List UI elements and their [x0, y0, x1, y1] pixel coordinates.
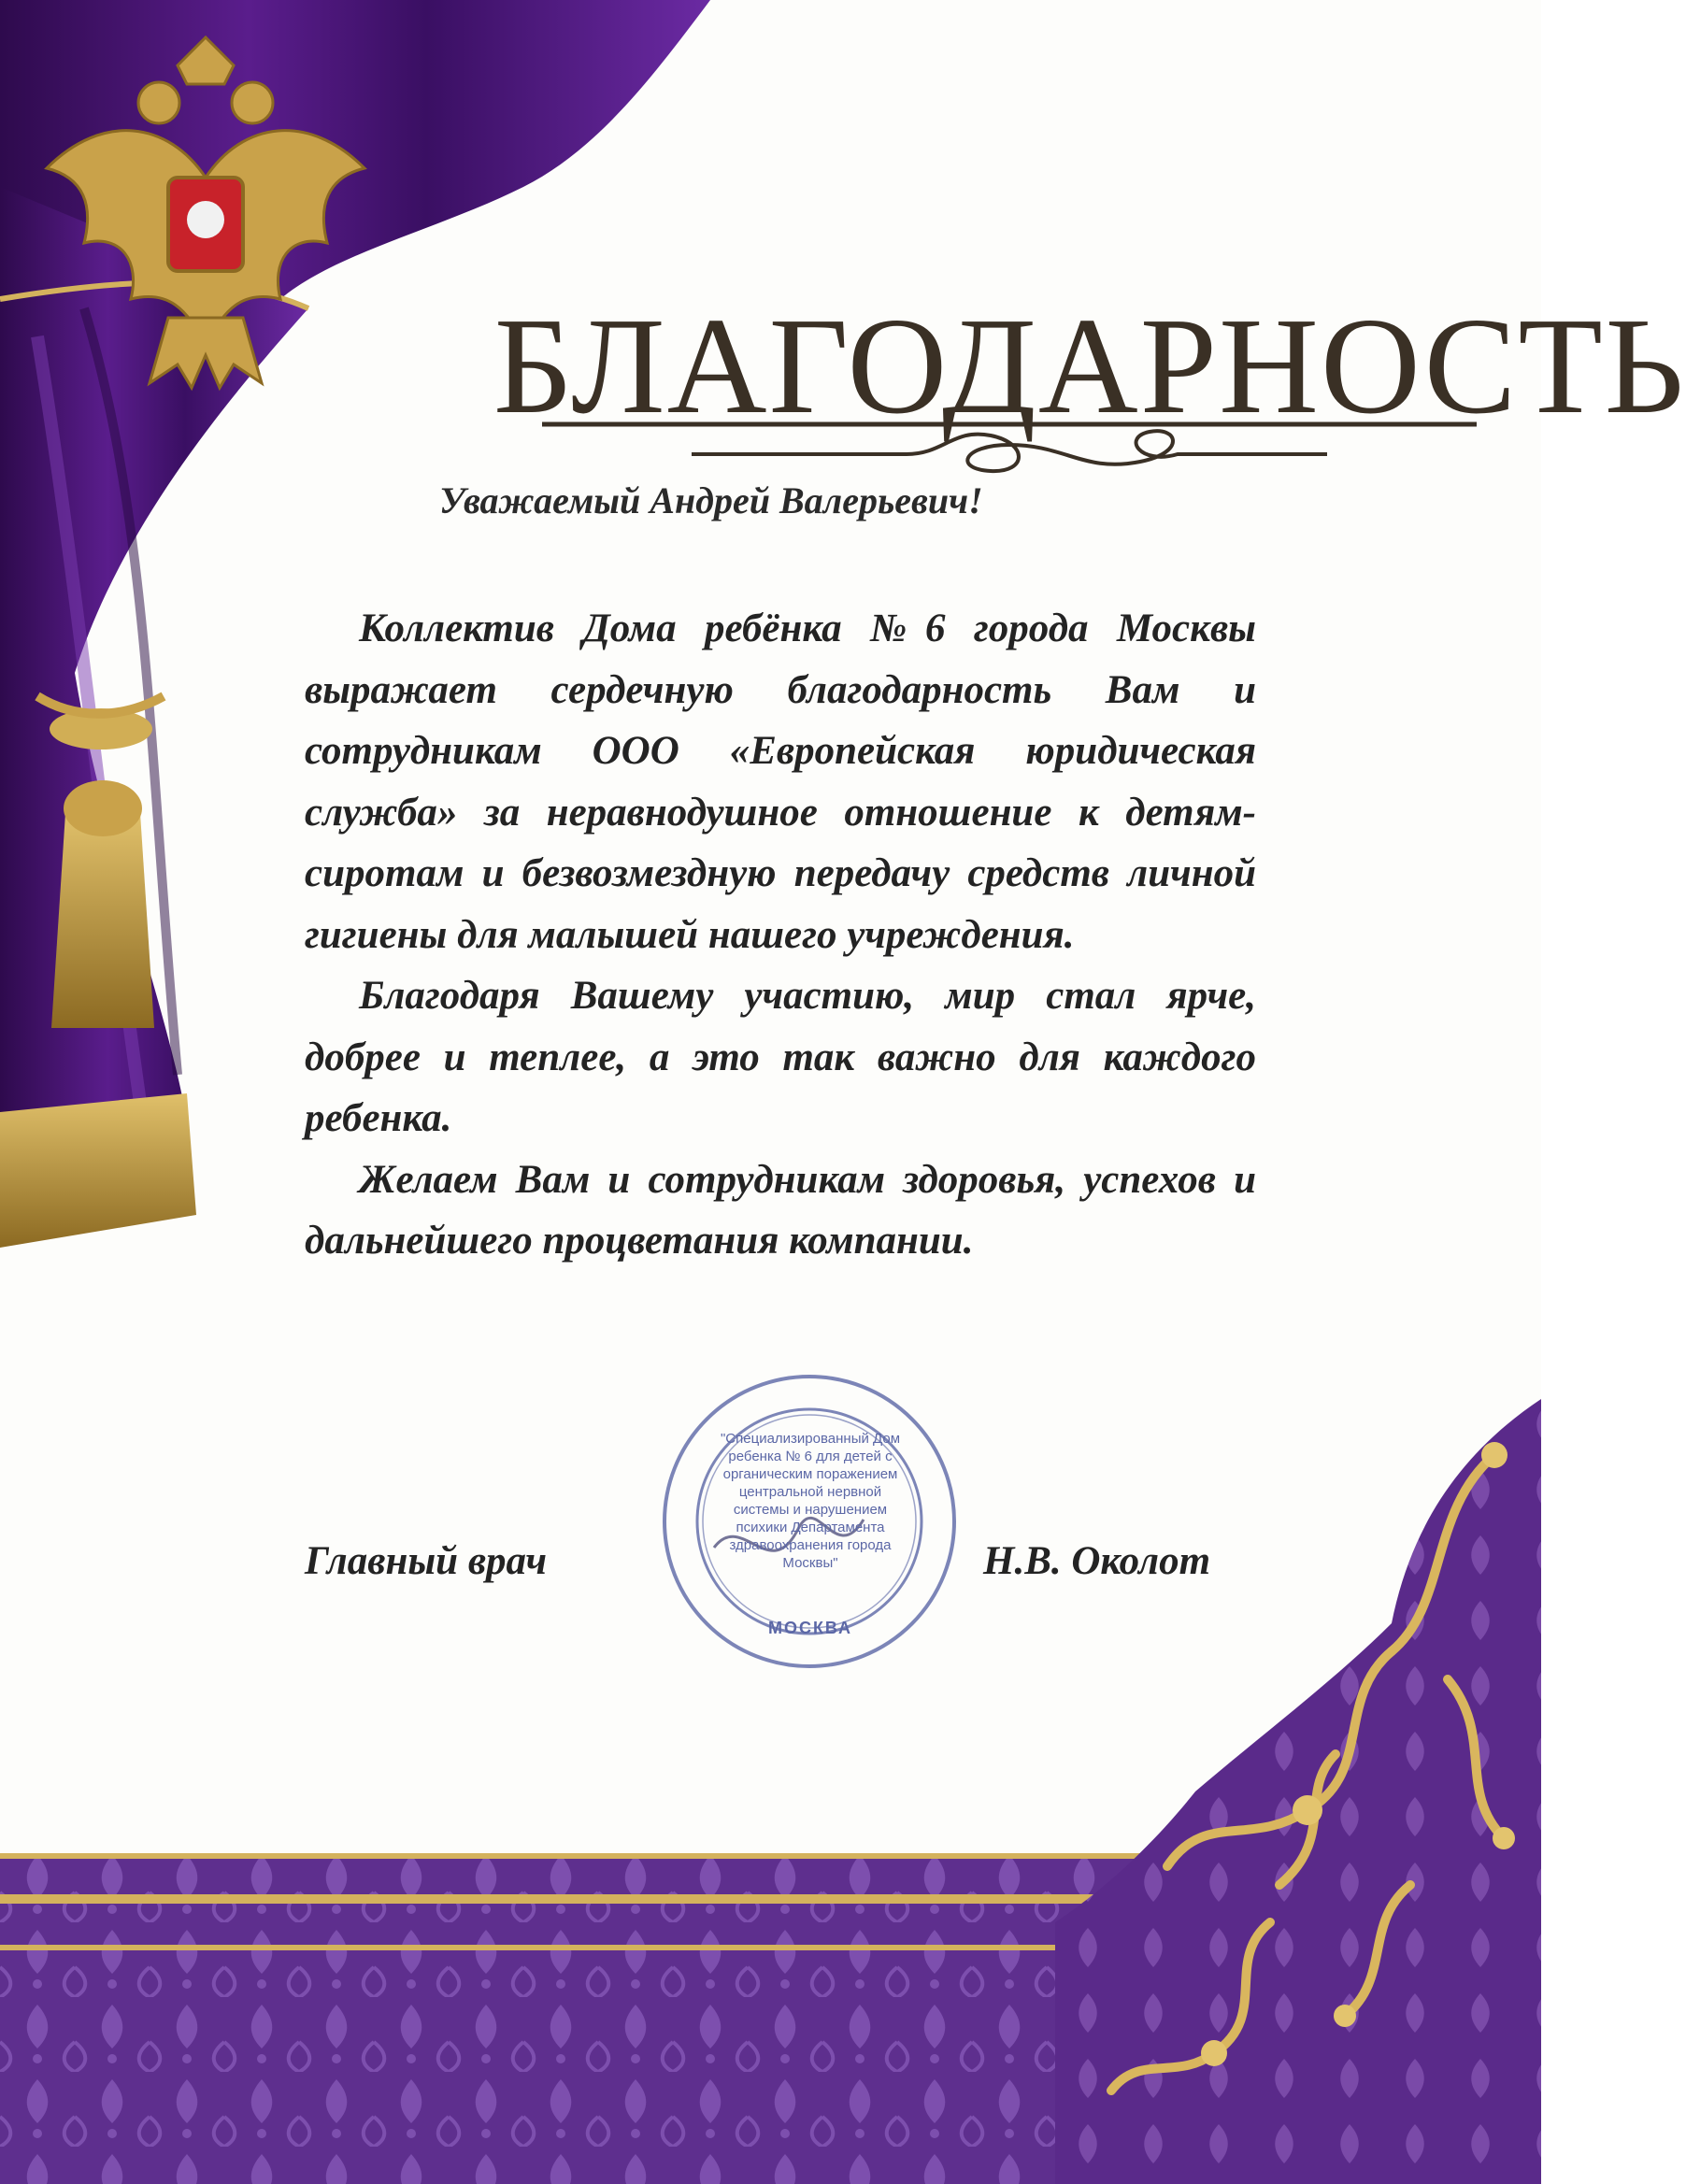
greeting: Уважаемый Андрей Валерьевич!: [439, 479, 983, 521]
signature-name: Н.В. Околот: [983, 1539, 1211, 1583]
stamp-inner-text: "Специализированный Дом ребенка № 6 для детей с органическим поражением центральной нервной системы и нарушением психики Департамента здравоохранения города Москвы": [720, 1431, 901, 1571]
body-text: [305, 598, 1256, 1272]
body-paragraph: Коллектив Дома ребёнка №6 города Москвы выражает сердечную благодарность Вам и сотрудникам ООО «Европейская юридическая служба» за неравнодушное отношение к детям-сиротам и безвозмездную передачу средств личной гигиены для малышей нашего учреждения.: [305, 607, 1256, 957]
stamp-city: МОСКВА: [767, 1619, 853, 1637]
body-paragraph: Желаем Вам и сотрудникам здоровья, успехов и дальнейшего процветания компании.: [305, 1157, 1256, 1263]
certificate-title: БЛАГОДАРНОСТЬ: [493, 290, 1686, 443]
signature-position: Главный врач: [305, 1539, 548, 1583]
coat-of-arms-emblem: [28, 37, 383, 402]
corner-ornament: [1055, 1399, 1541, 2184]
title-flourish: [505, 407, 1514, 482]
body-paragraph: Благодаря Вашему участию, мир стал ярче, добрее и теплее, а это так важно для каждого ребенка.: [305, 974, 1256, 1140]
